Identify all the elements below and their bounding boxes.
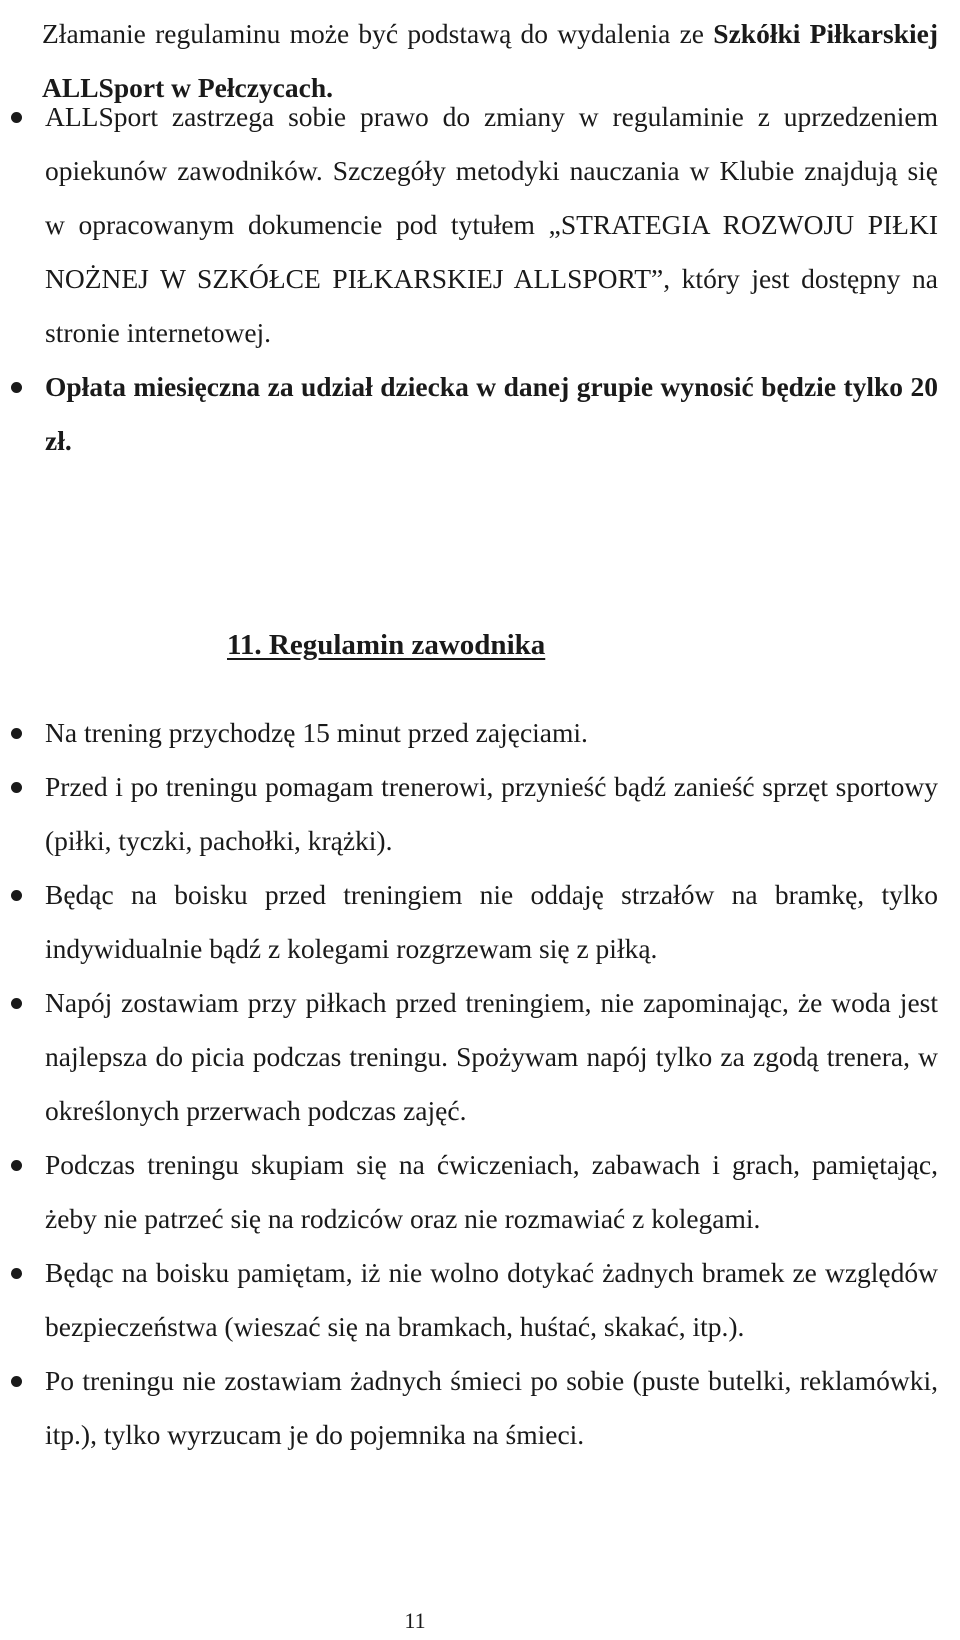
list-item-text: Przed i po treningu pomagam trenerowi, przynieść bądź zanieść sprzęt sportowy (piłki, tyczki, pachołki, krążki). (45, 771, 938, 856)
bullet-icon (11, 112, 22, 123)
list-item-text: ALLSport zastrzega sobie prawo do zmiany w regulaminie z uprzedzeniem opiekunów zawodników. Szczegóły metodyki nauczania w Klubie znajdują się w opracowanym dokumencie pod tytułem „STRATEGIA ROZWOJU PIŁKI NOŻNEJ W SZKÓŁCE PIŁKARSKIEJ ALLSPORT”, który jest dostępny na stronie internetowej. (45, 101, 938, 348)
list-item (0, 360, 960, 468)
rules-list-top (0, 90, 960, 468)
list-item (0, 1354, 960, 1462)
list-item-text: Na trening przychodzę 15 minut przed zajęciami. (45, 717, 588, 748)
list-item (0, 1246, 960, 1354)
list-item (0, 868, 960, 976)
bullet-icon (11, 728, 22, 739)
continuation-text: Złamanie regulaminu może być podstawą do wydalenia ze (42, 18, 714, 49)
list-item-text: Napój zostawiam przy piłkach przed treningiem, nie zapominając, że woda jest najlepsza do picia podczas treningu. Spożywam napój tylko za zgodą trenera, w określonych przerwach podczas zajęć. (45, 987, 938, 1126)
list-item (0, 976, 960, 1138)
bullet-icon (11, 1376, 22, 1387)
list-item-text: Podczas treningu skupiam się na ćwiczeniach, zabawach i grach, pamiętając, żeby nie patrzeć się na rodziców oraz nie rozmawiać z kolegami. (45, 1149, 938, 1234)
bullet-icon (11, 998, 22, 1009)
bullet-icon (11, 782, 22, 793)
list-item (0, 90, 960, 360)
list-item (0, 760, 960, 868)
list-item (0, 706, 960, 760)
player-rules-list (0, 706, 960, 1462)
bullet-icon (11, 1268, 22, 1279)
continuation-bold-text: Szkółki Piłkarskiej ALLSport w Pełczycach. (42, 18, 938, 103)
list-item-text: Będąc na boisku przed treningiem nie oddaję strzałów na bramkę, tylko indywidualnie bądź z kolegami rozgrzewam się z piłką. (45, 879, 938, 964)
list-item-text: Po treningu nie zostawiam żadnych śmieci po sobie (puste butelki, reklamówki, itp.), tylko wyrzucam je do pojemnika na śmieci. (45, 1365, 938, 1450)
list-item-text: Będąc na boisku pamiętam, iż nie wolno dotykać żadnych bramek ze względów bezpieczeństwa (wieszać się na bramkach, huśtać, skakać, itp.). (45, 1257, 938, 1342)
page-number: 11 (404, 1608, 426, 1633)
bullet-icon (11, 1160, 22, 1171)
list-item (0, 1138, 960, 1246)
section-heading: 11. Regulamin zawodnika (227, 629, 546, 661)
bullet-icon (11, 890, 22, 901)
list-item-text: Opłata miesięczna za udział dziecka w danej grupie wynosić będzie tylko 20 zł. (45, 371, 938, 456)
bullet-icon (11, 382, 22, 393)
